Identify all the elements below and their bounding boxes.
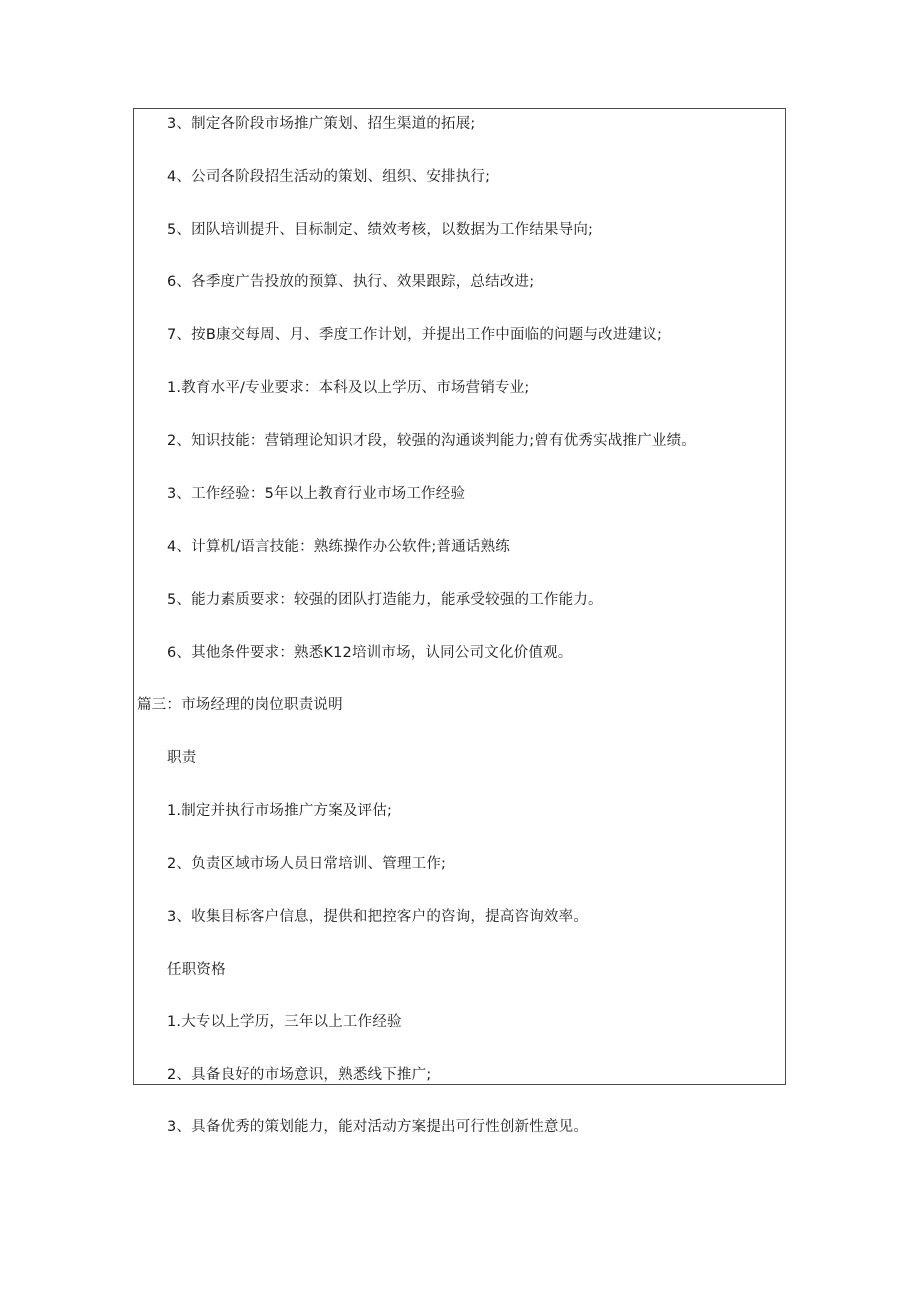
list-item: 3、工作经验：5年以上教育行业市场工作经验 [167,486,466,502]
list-item: 1.教育水平/专业要求：本科及以上学历、市场营销专业; [167,380,530,396]
list-item: 3、具备优秀的策划能力，能对活动方案提出可行性创新性意见。 [167,1119,589,1135]
section-title: 篇三：市场经理的岗位职责说明 [137,697,343,713]
list-item: 2、负责区域市场人员日常培训、管理工作; [167,856,447,872]
list-item: 2、知识技能：营销理论知识才段，较强的沟通谈判能力;曾有优秀实战推广业绩。 [167,433,697,449]
list-item: 3、制定各阶段市场推广策划、招生渠道的拓展; [167,116,476,132]
list-item: 2、具备良好的市场意识，熟悉线下推广; [167,1067,432,1083]
list-item: 6、各季度广告投放的预算、执行、效果跟踪，总结改进; [167,274,535,290]
list-item: 5、能力素质要求：较强的团队打造能力，能承受较强的工作能力。 [167,592,603,608]
duties-heading: 职责 [167,750,197,766]
list-item: 1.大专以上学历，三年以上工作经验 [167,1014,402,1030]
list-item: 4、公司各阶段招生活动的策划、组织、安排执行; [167,169,491,185]
list-item: 5、团队培训提升、目标制定、绩效考核，以数据为工作结果导向; [167,222,594,238]
list-item: 4、计算机/语言技能：熟练操作办公软件;普通话熟练 [167,539,510,555]
list-item: 6、其他条件要求：熟悉K12培训市场，认同公司文化价值观。 [167,645,573,661]
list-item: 7、按B康交每周、月、季度工作计划，并提出工作中面临的问题与改进建议; [167,327,663,343]
qualifications-heading: 任职资格 [167,962,226,978]
list-item: 1.制定并执行市场推广方案及评估; [167,803,393,819]
list-item: 3、收集目标客户信息，提供和把控客户的咨询，提高咨询效率。 [167,909,589,925]
